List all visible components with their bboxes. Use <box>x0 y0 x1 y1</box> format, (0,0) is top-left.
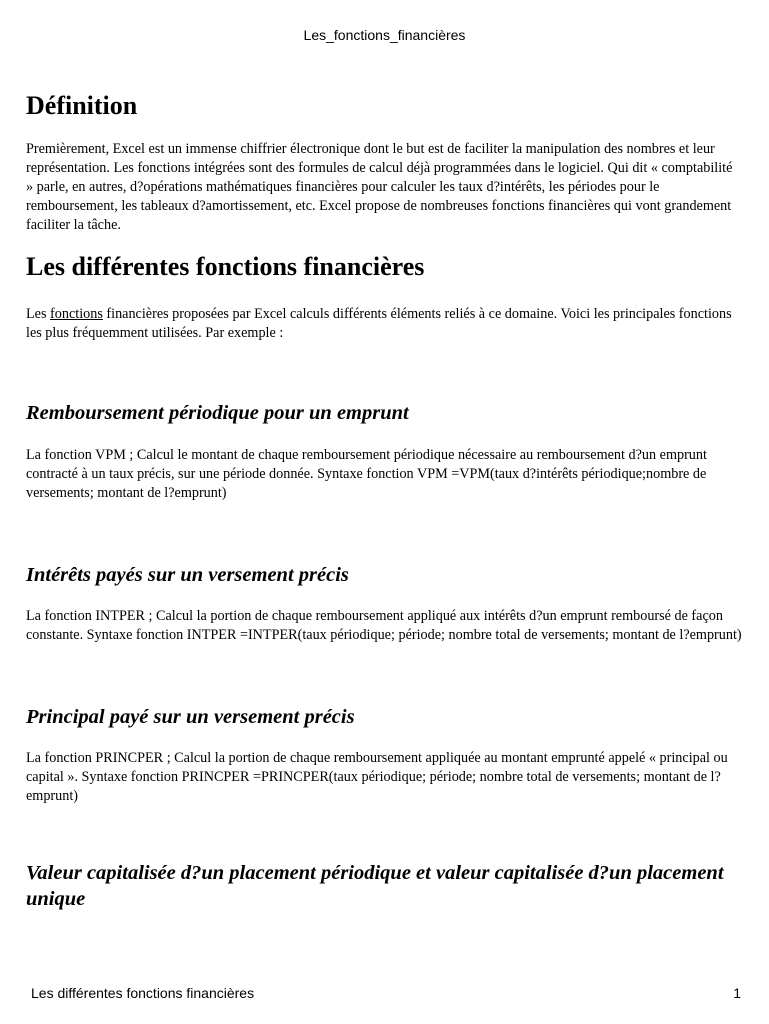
definition-heading: Définition <box>26 91 138 120</box>
page-content <box>26 90 742 912</box>
section-heading-valeur-capitalisee: Valeur capitalisée d?un placement périodique et valeur capitalisée d?un placement unique <box>26 862 724 910</box>
fonctions-heading: Les différentes fonctions financières <box>26 252 425 281</box>
running-header: Les_fonctions_financières <box>303 27 466 43</box>
fonctions-intro-paragraph <box>26 305 742 343</box>
section-paragraph-vpm: La fonction VPM ; Calcul le montant de chaque remboursement périodique nécessaire au remboursement d?un emprunt contracté à un taux précis, sur une période donnée. Syntaxe fonction VPM =VPM(taux d?intérêts périodique;nombre de versements; montant de l?emprunt) <box>26 447 707 501</box>
intro-suffix: financières proposées par Excel calculs différents éléments reliés à ce domaine. Voici les principales fonctions les plus fréquemment utilisées. Par exemple : <box>26 306 732 341</box>
page-number: 1 <box>733 985 741 1001</box>
section-heading-intper: Intérêts payés sur un versement précis <box>26 564 349 586</box>
section-heading-princper: Principal payé sur un versement précis <box>26 706 355 728</box>
section-paragraph-princper: La fonction PRINCPER ; Calcul la portion de chaque remboursement appliquée au montant emprunté appelé « principal ou capital ». Syntaxe fonction PRINCPER =PRINCPER(taux périodique; période; nombre total de versements; montant de l?emprunt) <box>26 750 728 804</box>
definition-paragraph: Premièrement, Excel est un immense chiffrier électronique dont le but est de faciliter la manipulation des nombres et leur représentation. Les fonctions intégrées sont des formules de calcul déjà programmées dans le logiciel. Qui dit « comptabilité » parle, en autres, d?opérations mathématiques financières pour calculer les taux d?intérêts, les périodes pour le remboursement, les tableaux d?amortissement, etc. Excel propose de nombreuses fonctions financières qui vont grandement faciliter la tâche. <box>26 141 733 233</box>
intro-prefix: Les <box>26 306 51 322</box>
footer-title: Les différentes fonctions financières <box>31 985 255 1001</box>
section-paragraph-intper: La fonction INTPER ; Calcul la portion de chaque remboursement appliqué aux intérêts d?un emprunt remboursé de façon constante. Syntaxe fonction INTPER =INTPER(taux périodique; période; nombre total de versements; montant de l?emprunt) <box>26 608 742 643</box>
section-heading-vpm: Remboursement périodique pour un emprunt <box>26 402 409 424</box>
fonctions-link[interactable]: fonctions <box>50 306 103 322</box>
